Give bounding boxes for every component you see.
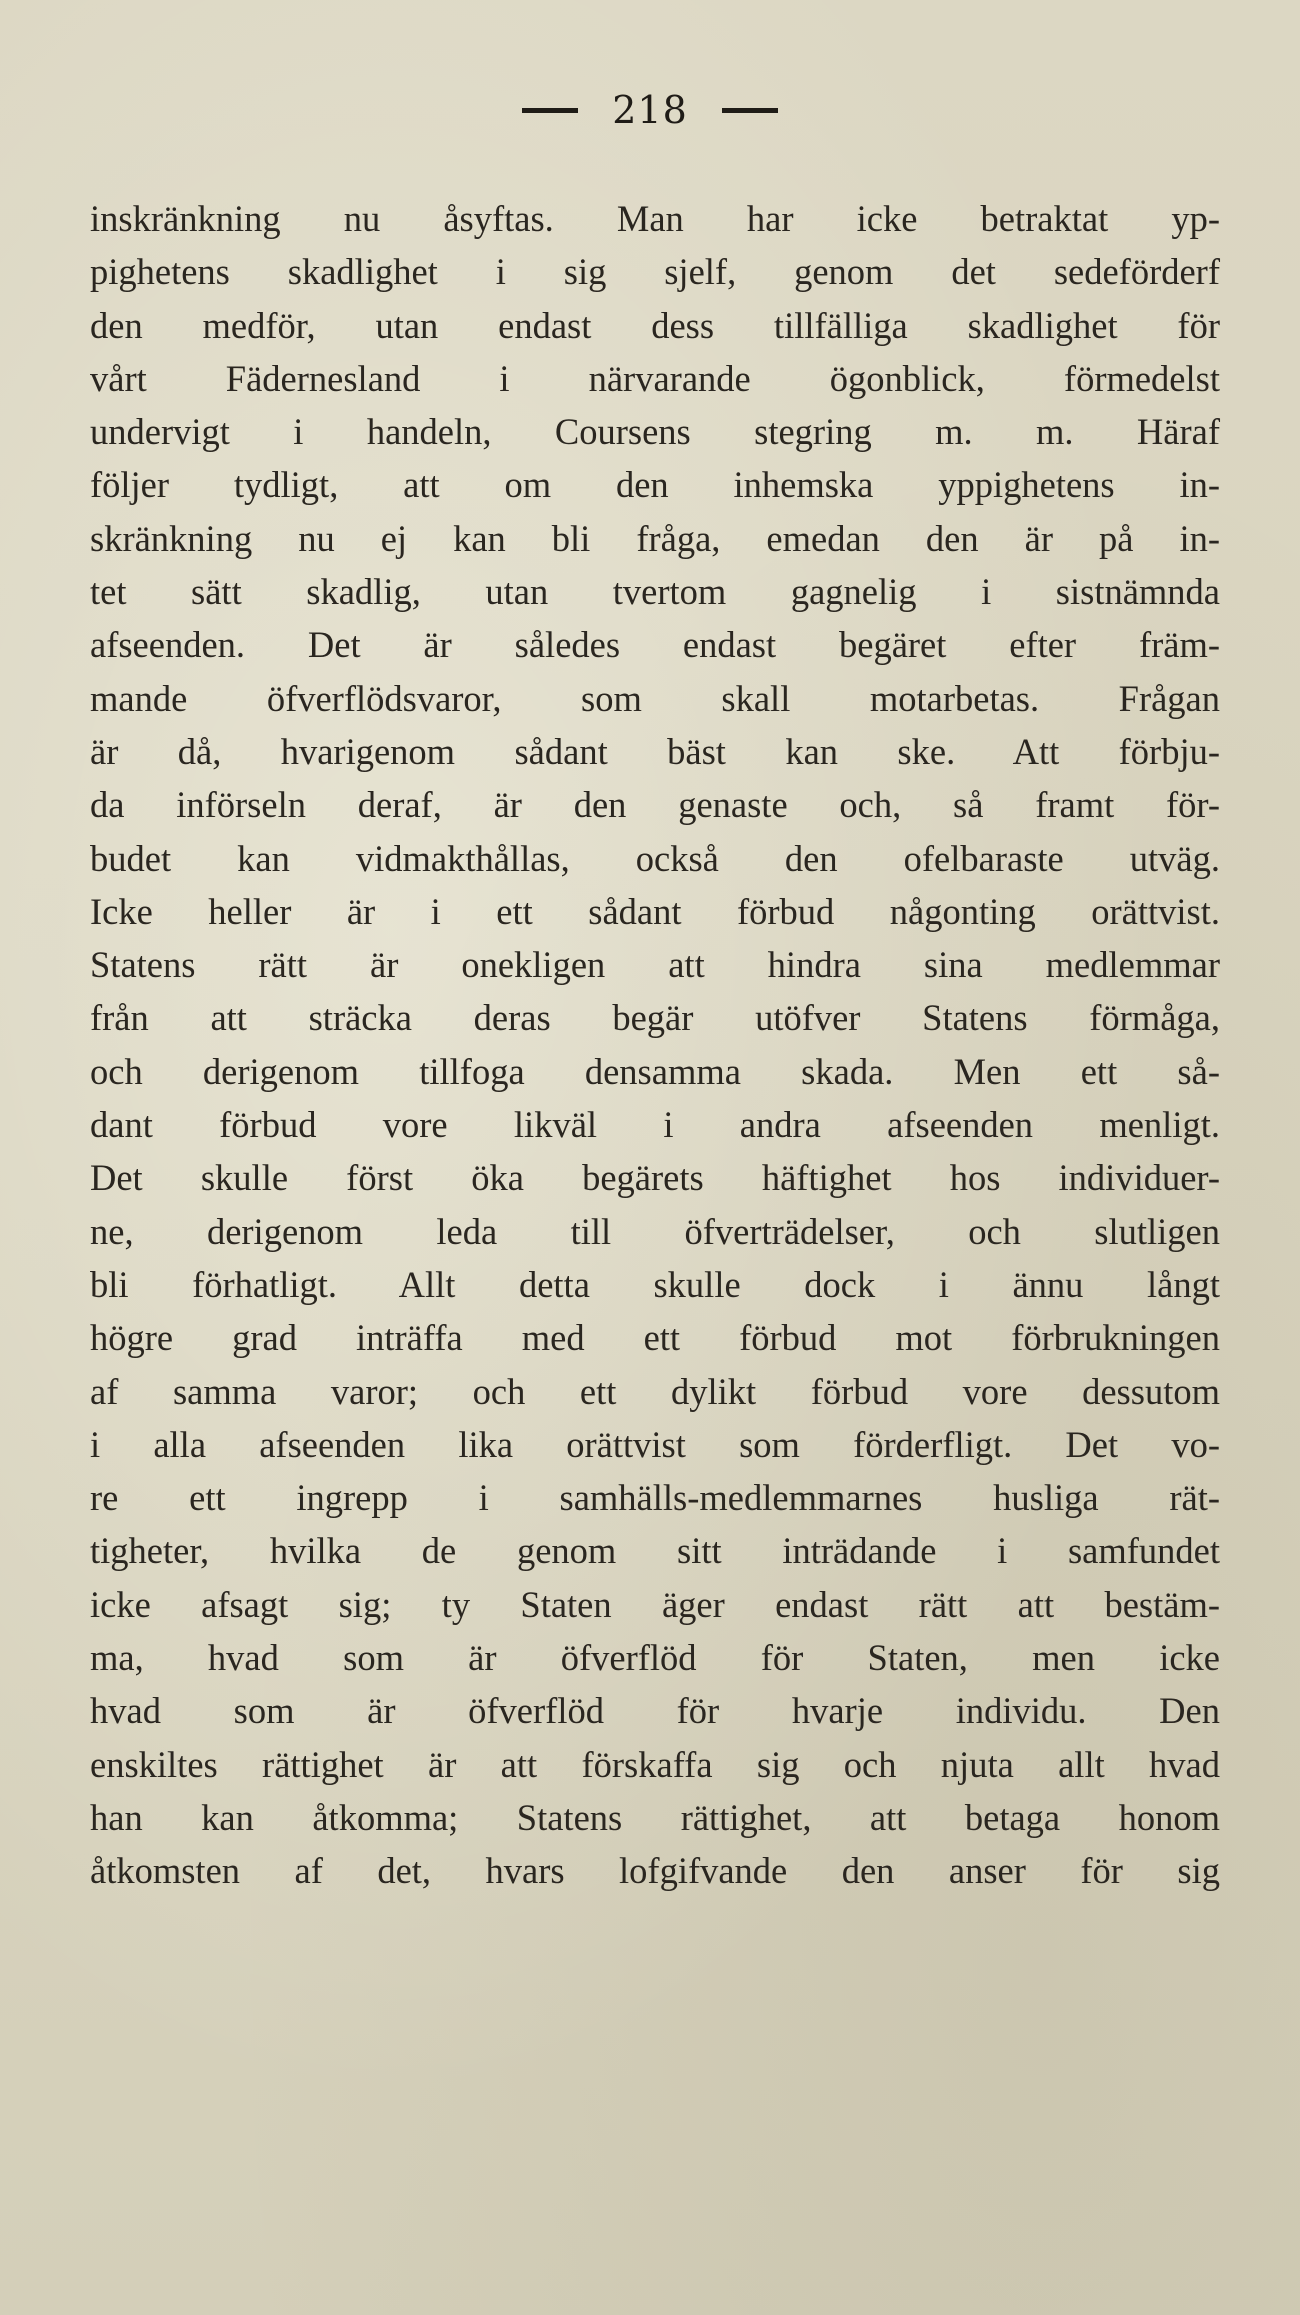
text-line: mande öfverflödsvaror, som skall motarbetas. Frågan (90, 677, 1220, 719)
text-line: är då, hvarigenom sådant bäst kan ske. Att förbju- (90, 730, 1220, 772)
text-line: och derigenom tillfoga densamma skada. Men ett så- (90, 1050, 1220, 1092)
text-line: dant förbud vore likväl i andra afseenden menligt. (90, 1104, 1220, 1146)
text-line: tet sätt skadlig, utan tvertom gagnelig i sistnämnda (90, 571, 1220, 613)
text-line: Statens rätt är onekligen att hindra sina medlemmar (90, 944, 1220, 986)
text-line: budet kan vidmakthållas, också den ofelbaraste utväg. (90, 837, 1220, 879)
text-line: ma, hvad som är öfverflöd för Staten, men icke (90, 1637, 1220, 1679)
text-line: inskränkning nu åsyftas. Man har icke betraktat yp- (90, 198, 1220, 239)
page-number: 218 (612, 88, 688, 132)
text-line: skränkning nu ej kan bli fråga, emedan den är på in- (90, 517, 1220, 559)
text-line: afseenden. Det är således endast begäret efter främ- (90, 624, 1220, 666)
text-line: Icke heller är i ett sådant förbud någonting orättvist. (90, 890, 1220, 932)
text-line: pighetens skadlighet i sig sjelf, genom det sedeförderf (90, 251, 1220, 293)
text-line: undervigt i handeln, Coursens stegring m. m. Häraf (90, 411, 1220, 453)
header-dash-right (722, 108, 778, 113)
page-header (0, 88, 1300, 132)
text-line: hvad som är öfverflöd för hvarje individu. Den (90, 1690, 1220, 1732)
text-line: Det skulle först öka begärets häftighet hos individuer- (90, 1157, 1220, 1199)
text-line: högre grad inträffa med ett förbud mot förbrukningen (90, 1317, 1220, 1359)
text-line: från att sträcka deras begär utöfver Statens förmåga, (90, 997, 1220, 1039)
text-line: ne, derigenom leda till öfverträdelser, och slutligen (90, 1210, 1220, 1252)
text-line: tigheter, hvilka de genom sitt inträdande i samfundet (90, 1530, 1220, 1572)
text-line: åtkomsten af det, hvars lofgifvande den anser för sig (90, 1850, 1220, 1892)
text-line: bli förhatligt. Allt detta skulle dock i ännu långt (90, 1263, 1220, 1305)
text-line: icke afsagt sig; ty Staten äger endast rätt att bestäm- (90, 1583, 1220, 1625)
text-line: af samma varor; och ett dylikt förbud vore dessutom (90, 1370, 1220, 1412)
body-text (90, 192, 1220, 1898)
text-line: i alla afseenden lika orättvist som förderfligt. Det vo- (90, 1423, 1220, 1465)
text-line: den medför, utan endast dess tillfälliga skadlighet för (90, 304, 1220, 346)
text-line: enskiltes rättighet är att förskaffa sig och njuta allt hvad (90, 1743, 1220, 1785)
header-dash-left (522, 108, 578, 113)
text-line: vårt Fädernesland i närvarande ögonblick, förmedelst (90, 357, 1220, 399)
text-line: da införseln deraf, är den genaste och, så framt för- (90, 784, 1220, 826)
text-line: han kan åtkomma; Statens rättighet, att betaga honom (90, 1796, 1220, 1838)
text-line: re ett ingrepp i samhälls-medlemmarnes husliga rät- (90, 1477, 1220, 1519)
text-line: följer tydligt, att om den inhemska yppighetens in- (90, 464, 1220, 506)
